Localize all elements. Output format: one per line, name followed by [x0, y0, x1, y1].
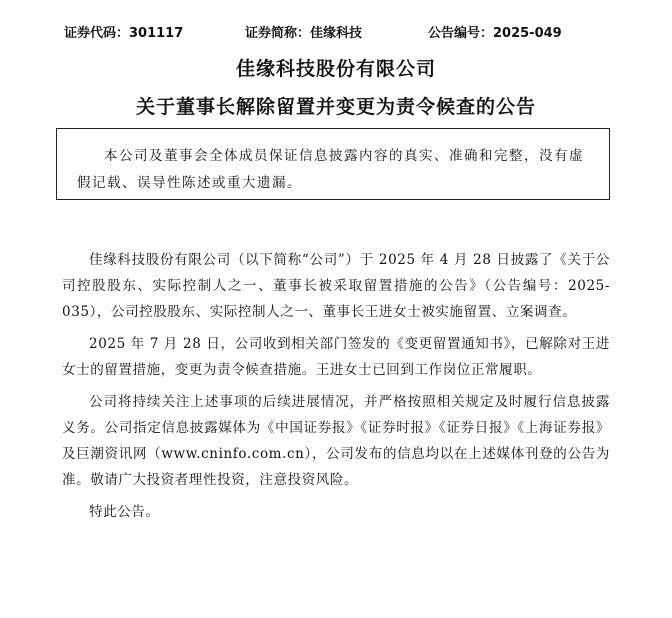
announcement-header	[0, 22, 672, 42]
stock-short-name: 证券简称：佳缘科技	[245, 26, 363, 41]
announcement-number: 公告编号：2025-049	[428, 26, 562, 41]
announcement-body	[62, 247, 610, 531]
body-paragraph-1: 佳缘科技股份有限公司（以下简称“公司”）于 2025 年 4 月 28 日披露了《关于公司控股股东、实际控制人之一、董事长被采取留置措施的公告》（公告编号：2025-035），公司控股股东、实际控制人之一、董事长王进女士被实施留置、立案调查。	[62, 252, 610, 320]
announcement-title: 关于董事长解除留置并变更为责令候查的公告	[135, 96, 536, 118]
disclosure-statement-box	[56, 128, 610, 200]
disclosure-statement-text: 本公司及董事会全体成员保证信息披露内容的真实、准确和完整，没有虚假记载、误导性陈述或重大遗漏。	[77, 148, 584, 191]
closing-line: 特此公告。	[89, 504, 160, 520]
body-paragraph-3: 公司将持续关注上述事项的后续进展情况，并严格按照相关规定及时履行信息披露义务。公司指定信息披露媒体为《中国证券报》《证券时报》《证券日报》《上海证券报》及巨潮资讯网（www.cninfo.com.cn），公司发布的信息均以在上述媒体刊登的公告为准。敬请广大投资者理性投资，注意投资风险。	[62, 394, 610, 488]
stock-code: 证券代码：301117	[64, 26, 184, 41]
body-paragraph-2: 2025 年 7 月 28 日，公司收到相关部门签发的《变更留置通知书》，已解除对王进女士的留置措施，变更为责令候查措施。王进女士已回到工作岗位正常履职。	[62, 336, 610, 378]
company-name-title: 佳缘科技股份有限公司	[235, 58, 436, 80]
